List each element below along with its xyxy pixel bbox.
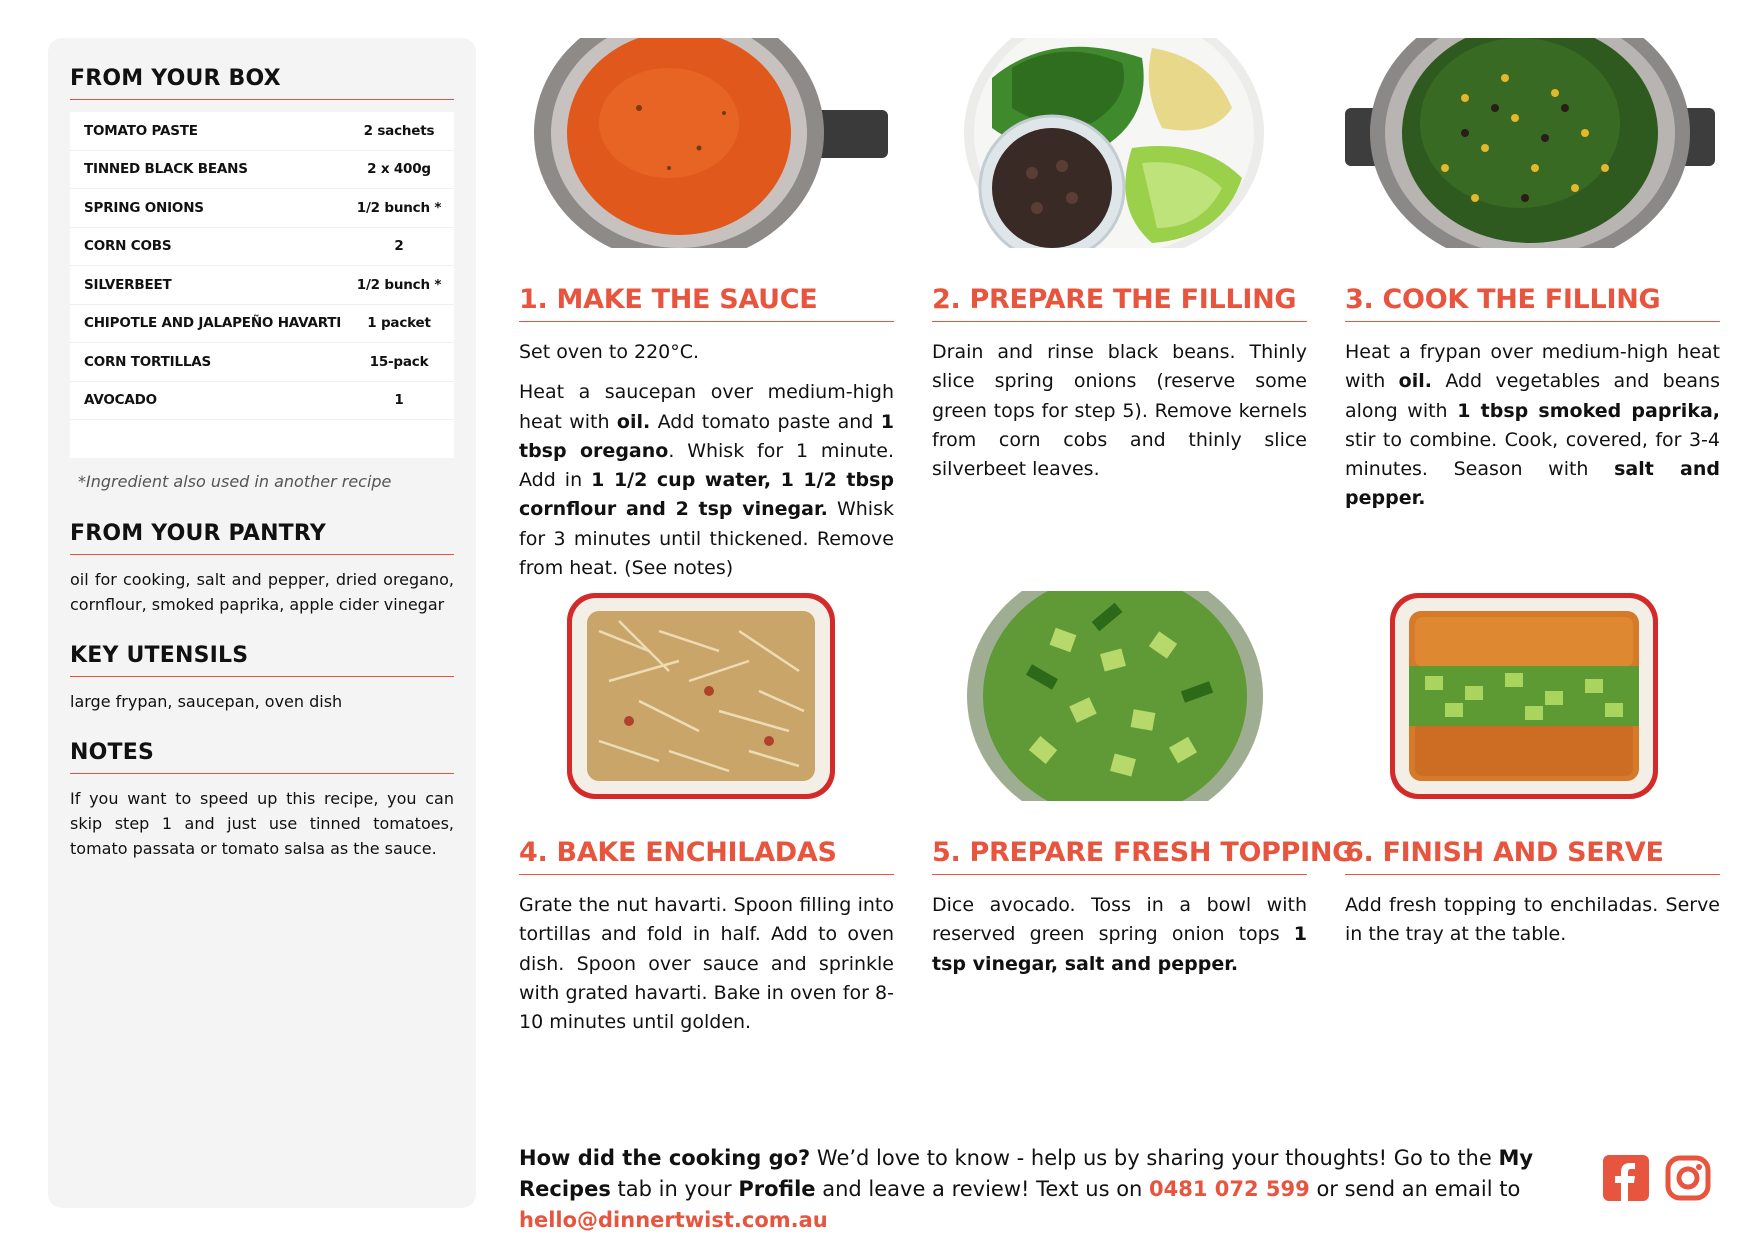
ingredient-qty: 1/2 bunch * bbox=[356, 199, 442, 216]
step-1-title: 1. MAKE THE SAUCE bbox=[519, 284, 894, 322]
step-2-title: 2. PREPARE THE FILLING bbox=[932, 284, 1307, 322]
ingredient-qty: 2 bbox=[394, 238, 404, 255]
step-1 bbox=[519, 38, 894, 594]
step-1-body bbox=[519, 338, 894, 583]
pantry-text: oil for cooking, salt and pepper, dried oregano, cornflour, smoked paprika, apple cider vinegar bbox=[70, 570, 454, 614]
ingredient-table bbox=[70, 112, 454, 458]
step-4-image bbox=[519, 591, 894, 801]
step-2-text-1: Drain and rinse black beans. Thinly slice spring onions (reserve some green tops for step 5). Remove kernels from corn cobs and thinly slice silverbeet leaves. bbox=[932, 341, 1307, 481]
topping-bowl-image bbox=[932, 591, 1307, 801]
step-4-title: 4. BAKE ENCHILADAS bbox=[519, 837, 894, 875]
ingredient-row bbox=[70, 305, 454, 344]
ingredient-row bbox=[70, 382, 454, 421]
step-4 bbox=[519, 591, 894, 1048]
pantry-heading: FROM YOUR PANTRY bbox=[70, 521, 454, 555]
ingredient-name: TINNED BLACK BEANS bbox=[84, 161, 248, 178]
profile-link[interactable]: Profile bbox=[738, 1177, 816, 1201]
ingredient-row bbox=[70, 343, 454, 382]
step-6-image bbox=[1345, 591, 1720, 801]
step-4-body bbox=[519, 891, 894, 1037]
ingredient-qty: 1 packet bbox=[367, 315, 431, 332]
ingredient-name: CORN TORTILLAS bbox=[84, 353, 212, 370]
utensils-heading: KEY UTENSILS bbox=[70, 643, 454, 677]
ingredient-table-spacer bbox=[70, 420, 454, 458]
frypan-image bbox=[1345, 38, 1720, 248]
from-your-box-heading: FROM YOUR BOX bbox=[70, 66, 454, 100]
finished-dish-image bbox=[1345, 591, 1720, 801]
filling-bowl-image bbox=[932, 38, 1307, 248]
notes-text: If you want to speed up this recipe, you can skip step 1 and just use tinned tomatoes, tomato passata or tomato salsa as the sauce. bbox=[70, 789, 454, 858]
facebook-icon[interactable] bbox=[1603, 1155, 1649, 1201]
step-3-image bbox=[1345, 38, 1720, 248]
step-3-title: 3. COOK THE FILLING bbox=[1345, 284, 1720, 322]
step-6-title: 6. FINISH AND SERVE bbox=[1345, 837, 1720, 875]
pantry-section bbox=[70, 521, 454, 617]
ingredient-qty: 2 x 400g bbox=[367, 161, 431, 178]
ingredient-name: CHIPOTLE AND JALAPEÑO HAVARTI bbox=[84, 315, 342, 332]
sidebar bbox=[48, 38, 476, 1208]
step-2 bbox=[932, 38, 1307, 495]
ingredient-name: SILVERBEET bbox=[84, 276, 172, 293]
feedback-footer: How did the cooking go? We’d love to know - help us by sharing your thoughts! Go to the My Recipes tab in your Profile and leave a review! Text us on 0481 072 599 or send an email to hello@dinnertwist.com.au bbox=[519, 1146, 1534, 1232]
ingredient-footnote: *Ingredient also used in another recipe bbox=[78, 472, 392, 491]
oven-dish-image bbox=[519, 591, 894, 801]
ingredient-name: SPRING ONIONS bbox=[84, 199, 204, 216]
step-1-text-1: Set oven to 220°C. bbox=[519, 341, 700, 363]
step-3 bbox=[1345, 38, 1720, 525]
step-1-image bbox=[519, 38, 894, 248]
ingredient-name: TOMATO PASTE bbox=[84, 122, 198, 139]
ingredient-name: CORN COBS bbox=[84, 238, 172, 255]
ingredient-qty: 1/2 bunch * bbox=[356, 276, 442, 293]
footer-question: How did the cooking go? bbox=[519, 1146, 811, 1170]
phone-link[interactable]: 0481 072 599 bbox=[1149, 1177, 1310, 1201]
ingredient-row bbox=[70, 266, 454, 305]
my-recipes-link[interactable]: My Recipes bbox=[519, 1146, 1534, 1201]
step-5 bbox=[932, 591, 1354, 990]
instagram-icon[interactable] bbox=[1665, 1155, 1711, 1201]
utensils-section bbox=[70, 643, 454, 714]
notes-section bbox=[70, 740, 454, 861]
step-5-title: 5. PREPARE FRESH TOPPING bbox=[932, 837, 1307, 875]
step-4-text-1: Grate the nut havarti. Spoon filling into tortillas and fold in half. Add to oven dish. Spoon over sauce and sprinkle with grated havarti. Bake in oven for 8-10 minutes until golden. bbox=[519, 894, 894, 1034]
ingredient-qty: 15-pack bbox=[369, 353, 429, 370]
saucepan-image bbox=[519, 38, 894, 248]
step-6-body bbox=[1345, 891, 1720, 950]
ingredient-row bbox=[70, 189, 454, 228]
ingredient-qty: 1 bbox=[394, 392, 404, 409]
step-6-text-1: Add fresh topping to enchiladas. Serve in the tray at the table. bbox=[1345, 894, 1720, 946]
step-1-text-2: Heat a saucepan over medium-high heat with oil. Add tomato paste and 1 tbsp oregano. Whisk for 1 minute. Add in 1 1/2 cup water, 1 1/2 tbsp cornflour and 2 tsp vinegar. Whisk for 3 minutes until thickened. Remove from heat. (See notes) bbox=[519, 381, 894, 580]
step-6 bbox=[1345, 591, 1720, 961]
ingredient-name: AVOCADO bbox=[84, 392, 157, 409]
step-2-body bbox=[932, 338, 1307, 484]
email-link[interactable]: hello@dinnertwist.com.au bbox=[519, 1208, 828, 1232]
step-2-image bbox=[932, 38, 1307, 248]
ingredient-qty: 2 sachets bbox=[363, 122, 435, 139]
step-5-body bbox=[932, 891, 1307, 979]
notes-heading: NOTES bbox=[70, 740, 454, 774]
step-5-text-1: Dice avocado. Toss in a bowl with reserved green spring onion tops 1 tsp vinegar, salt and pepper. bbox=[932, 894, 1307, 975]
utensils-text: large frypan, saucepan, oven dish bbox=[70, 692, 343, 711]
step-3-text-1: Heat a frypan over medium-high heat with oil. Add vegetables and beans along with 1 tbsp smoked paprika, stir to combine. Cook, covered, for 3-4 minutes. Season with salt and pepper. bbox=[1345, 341, 1720, 510]
step-3-body bbox=[1345, 338, 1720, 514]
step-5-image bbox=[932, 591, 1307, 801]
ingredient-row bbox=[70, 151, 454, 190]
ingredient-row bbox=[70, 112, 454, 151]
ingredient-row bbox=[70, 228, 454, 267]
